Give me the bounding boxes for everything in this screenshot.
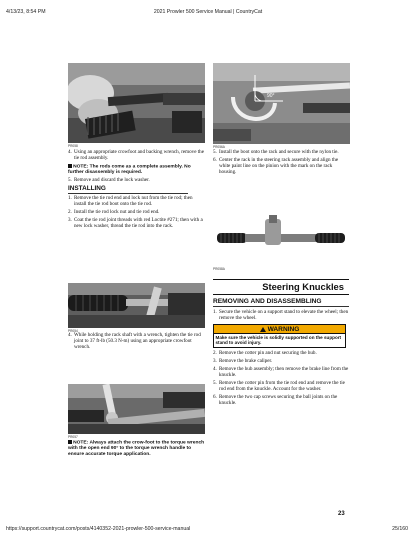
left-column-top: [68, 150, 205, 232]
print-page-title: 2021 Prowler 500 Service Manual | CountryCat: [153, 9, 263, 15]
right-column-remove: [213, 310, 350, 409]
warning-title: WARNING: [214, 325, 345, 334]
remove-step-2: 2. Remove the cotter pin and nut securing the hub.: [213, 349, 317, 356]
step-center-rack: 6. Center the rack in the steering rack assembly and align the white paint line on the pinion with the mark on the rack housing.: [213, 157, 339, 175]
remove-step-1: 1. Secure the vehicle on a support stand to elevate the wheel; then remove the wheel.: [213, 309, 349, 321]
angle-label: 90°: [267, 93, 275, 99]
print-footer: [0, 526, 416, 538]
photo-boot-crowfoot: [213, 63, 350, 144]
figure-id: PR058: [68, 144, 78, 148]
step-tighten-joint: 4. While holding the rack shaft with a wrench, tighten the tie rod joint to 37 ft-lb (50.3 N-m) using an appropriate crowfoot wrench.: [68, 332, 201, 350]
figure-id: PR054: [68, 329, 78, 333]
figure-id: PR057: [68, 435, 78, 439]
step-install-boot: 5. Install the boot onto the rack and secure with the nylon tie.: [213, 149, 339, 155]
remove-step-3: 3. Remove the brake caliper.: [213, 358, 273, 365]
warning-box: [213, 324, 346, 348]
print-header: [0, 0, 416, 22]
warning-icon: [260, 327, 266, 332]
section-title: Steering Knuckles: [213, 279, 349, 295]
removing-heading: REMOVING AND DISASSEMBLING: [213, 298, 349, 307]
note-marker-icon: [68, 440, 72, 444]
figure-id: PR058A: [213, 267, 225, 271]
left-column-middle: [68, 333, 205, 353]
install-step-1: 1. Remove the tie rod end and lock nut from the tie rod; then install the tie rod boot onto the tie rod.: [68, 194, 193, 207]
print-page-counter: 25/160: [392, 526, 408, 532]
installing-heading: INSTALLING: [68, 186, 188, 194]
warning-text: Make sure the vehicle is solidly supported on the support stand to avoid injury.: [215, 334, 342, 346]
remove-step-4: 4. Remove the hub assembly; then remove the brake line from the knuckle.: [213, 366, 349, 379]
right-column-top: [213, 150, 350, 178]
install-step-3: 3. Coat the tie rod joint threads with red Loctite #271; then with a new lock washer, thread the tie rod into the rack.: [68, 217, 203, 229]
note-crowfoot: NOTE: Always attach the crow-foot to the torque wrench with the open end 90° to the torque wrench handle to ensure accurate torque application.: [68, 440, 205, 457]
left-column-bottom: [68, 440, 205, 460]
install-step-2: 2. Install the tie rod lock nut and tie rod end.: [68, 208, 160, 215]
print-timestamp: 4/13/23, 8:54 PM: [6, 9, 46, 15]
step-remove-tie-rod: 4. Using an appropriate crowfoot and backing wrench, remove the tie rod assembly.: [68, 149, 204, 161]
figure-id: PR056A: [213, 145, 225, 149]
step-discard-washer: 5. Remove and discard the lock washer.: [68, 177, 150, 184]
remove-step-6: 6. Remove the two cap screws securing the ball joints on the knuckle.: [213, 394, 338, 407]
photo-tighten-tie-rod: [68, 283, 205, 328]
photo-torque-wrench: [68, 384, 205, 434]
print-url: https://support.countrycat.com/posts/4140352-2021-prowler-500-service-manual: [6, 526, 191, 532]
page-number: 23: [338, 511, 345, 517]
photo-steering-rack: [213, 213, 350, 263]
note-complete-assembly: NOTE: The rods come as a complete assembly. No further disassembly is required.: [68, 164, 191, 176]
photo-tie-rod-removal: [68, 63, 205, 143]
note-marker-icon: [68, 164, 72, 168]
remove-step-5: 5. Remove the cotter pin from the tie rod end and remove the tie rod end from the knuckle. Account for the washer.: [213, 380, 345, 393]
